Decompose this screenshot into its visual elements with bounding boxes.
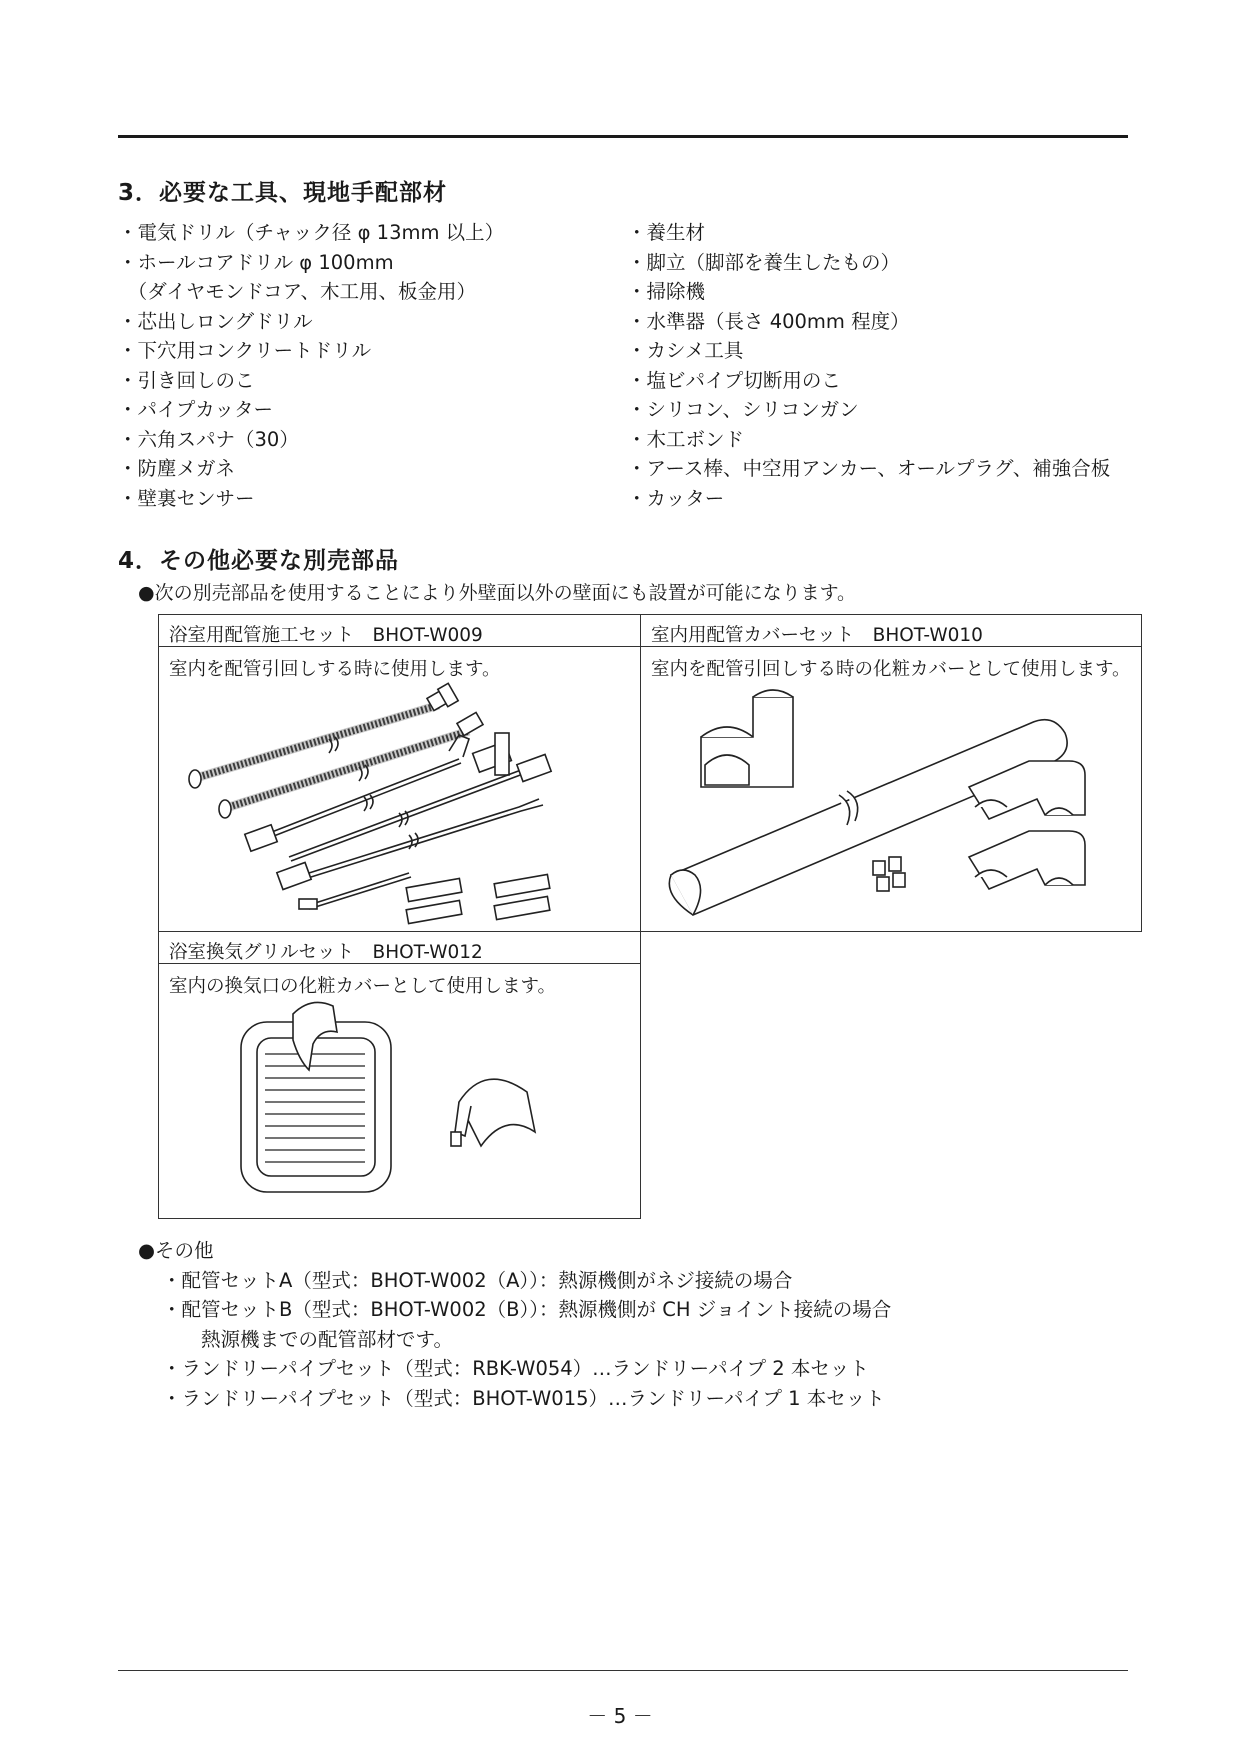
part-name: 室内用配管カバーセット BHOT-W010 (651, 625, 983, 646)
list-item: （ダイヤモンドコア、木工用、板金用） (118, 280, 477, 303)
bottom-rule (118, 1670, 1128, 1671)
part-name: 浴室換気グリルセット BHOT-W012 (169, 942, 483, 963)
part-description: 室内の換気口の化粧カバーとして使用します。 (169, 976, 557, 997)
part-name: 浴室用配管施工セット BHOT-W009 (169, 625, 483, 646)
empty-cell (641, 932, 1142, 964)
list-item: ・木工ボンド (627, 427, 745, 451)
empty-cell (641, 964, 1142, 1219)
list-item: ・カッター (627, 486, 725, 510)
list-item: ・壁裏センサー (118, 486, 255, 510)
page-number: － 5 － (587, 1704, 653, 1728)
list-item: ・掃除機 (627, 280, 706, 303)
part-description: 室内を配管引回しする時の化粧カバーとして使用します。 (651, 659, 1131, 680)
list-item: ・配管セットA（型式：BHOT-W002（A））：熱源機側がネジ接続の場合 (162, 1268, 793, 1292)
list-item: ・下穴用コンクリートドリル (118, 339, 372, 362)
list-item: ・引き回しのこ (118, 368, 255, 392)
list-item: ・六角スパナ（30） (118, 427, 299, 451)
section3-title: 3．必要な工具、現地手配部材 (118, 180, 448, 206)
list-item: ・カシメ工具 (627, 339, 744, 362)
section4-note: ●次の別売部品を使用することにより外壁面以外の壁面にも設置が可能になります。 (138, 582, 857, 604)
part-header-cell (641, 615, 1142, 647)
tools-left-list (118, 218, 504, 513)
list-item: ・ランドリーパイプセット（型式：BHOT-W015）…ランドリーパイプ 1 本セット (162, 1386, 885, 1410)
list-item: ・塩ビパイプ切断用のこ (627, 368, 841, 392)
list-item: ・パイプカッター (118, 398, 274, 421)
part-header-cell (159, 932, 641, 964)
parts-table (158, 614, 1142, 1219)
tools-right-list (627, 218, 1110, 513)
list-item: ・水準器（長さ 400mm 程度） (627, 309, 910, 333)
list-item: ・養生材 (627, 221, 706, 244)
part-body-cell (641, 647, 1142, 932)
list-item: ・シリコン、シリコンガン (627, 398, 859, 421)
list-item: 熱源機までの配管部材です。 (162, 1327, 453, 1351)
vent-grille-illustration (159, 964, 639, 1218)
other-parts (138, 1236, 891, 1413)
pipe-cover-illustration (641, 647, 1121, 931)
list-item: ・アース棒、中空用アンカー、オールプラグ、補強合板 (627, 457, 1111, 480)
list-item: ・電気ドリル（チャック径 φ 13mm 以上） (118, 221, 505, 244)
list-item: ・芯出しロングドリル (118, 309, 313, 333)
part-description: 室内を配管引回しする時に使用します。 (169, 659, 501, 680)
list-item: ・脚立（脚部を養生したもの） (627, 250, 901, 274)
top-rule (118, 135, 1128, 138)
part-header-cell (159, 615, 641, 647)
list-item: ・ランドリーパイプセット（型式：RBK-W054）…ランドリーパイプ 2 本セット (162, 1357, 869, 1380)
part-body-cell (159, 647, 641, 932)
part-body-cell (159, 964, 641, 1219)
list-item: ・配管セットB（型式：BHOT-W002（B））：熱源機側が CH ジョイント接続の場合 (162, 1298, 892, 1321)
list-item: ・ホールコアドリル φ 100mm (118, 250, 394, 274)
others-title: ●その他 (138, 1239, 214, 1262)
list-item: ・防塵メガネ (118, 457, 236, 480)
piping-kit-illustration (159, 647, 639, 931)
section4-title: 4．その他必要な別売部品 (118, 548, 400, 574)
